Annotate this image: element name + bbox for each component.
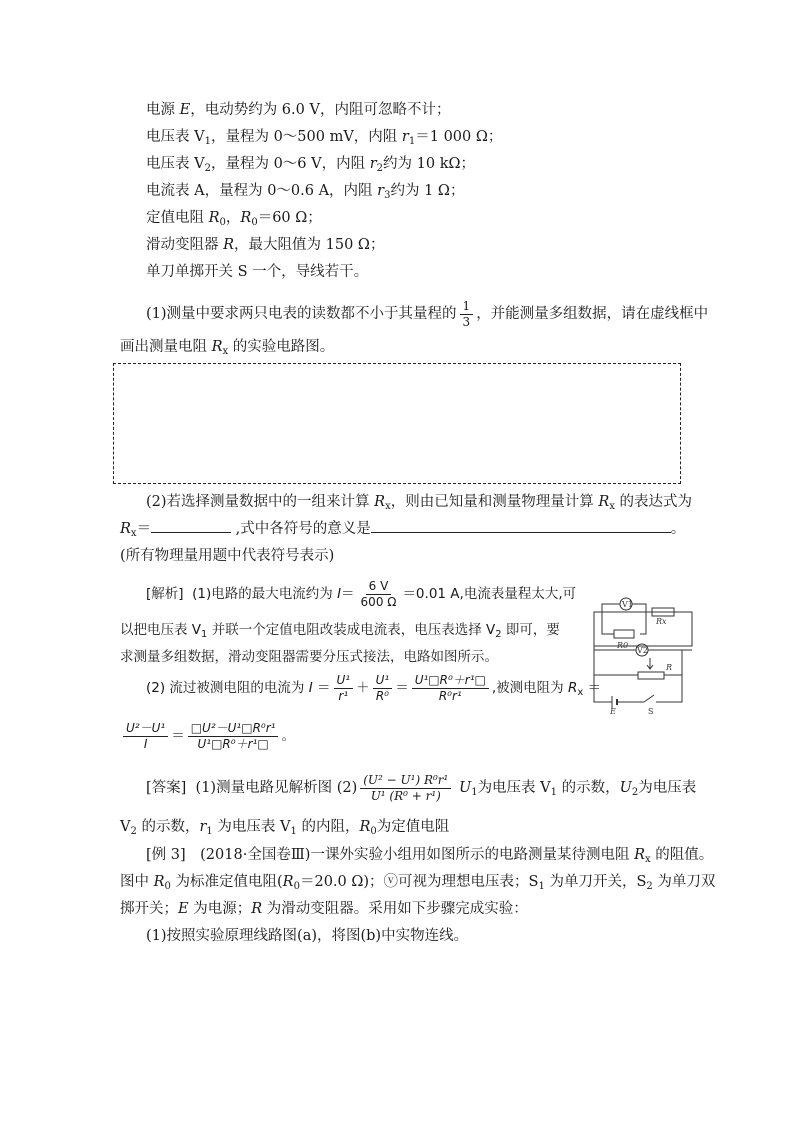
analysis-line-3: 求测量多组数据，滑动变阻器需要分压式接法，电路如图所示。: [120, 649, 498, 665]
question-1-line-1: (1)测量中要求两只电表的读数都不小于其量程的 $\frac{1}{3}$ ，并能测量多组数据，请在虚线框中: [146, 299, 709, 329]
v2-label: V2: [637, 646, 648, 655]
circuit-drawing-box[interactable]: [113, 363, 681, 484]
example-3-line-3: 掷开关；E 为电源；R 为滑动变阻器。采用如下步骤完成实验：: [120, 901, 528, 917]
s-label: S: [648, 707, 654, 714]
answer-tag: [答案]: [146, 780, 187, 797]
analysis-line-4: (2) 流过被测电阻的电流为 I ＝ $\frac{\text{U¹}}{\text{r¹}}$ ＋ $\frac{\text{U¹}}{\text{R⁰}}$ ＝ $\frac{\text{U¹□R⁰＋r¹□}}{\text{R⁰r¹}}$ ,被测电阻为 $R_x$ ＝: [146, 673, 602, 703]
resistor-r0-box: [614, 630, 634, 638]
analysis-tag: [解析]: [146, 586, 184, 603]
e-label: E: [610, 707, 616, 714]
answer-line-1: [答案] (1)测量电路见解析图 (2) $\frac{\text{(U² − U¹) R⁰r¹}}{\text{U¹ (R⁰ + r¹)}}$ $U_1$为电压表 $V_1$ 的示数，$U_2$为电压表: [146, 773, 697, 803]
analysis-line-5: $\frac{\text{U²－U¹}}{I}$ ＝ $\frac{\text{□U²－U¹□R⁰r¹}}{\text{U¹□R⁰＋r¹□}}$ 。: [120, 722, 295, 750]
equipment-line-3: 电压表 $V_2$，量程为 0～6 V，内阻 $r_2$约为 10 kΩ；: [146, 156, 476, 174]
r-label: R: [666, 663, 673, 672]
analysis-line-1: [解析] (1)电路的最大电流约为 I＝ $\frac{6 V}{600 \Omega}$ ＝0.01 A,电流表量程太大,可: [146, 579, 577, 609]
expression-blank[interactable]: [151, 518, 231, 533]
circuit-diagram: [590, 588, 700, 714]
example-3-line-2: 图中 $R_0$ 为标准定值电阻($R_0=20.0$ Ω)；ⓥ可视为理想电压表；$S_1$ 为单刀开关，$S_2$ 为单刀双: [120, 874, 716, 892]
analysis-line-2: 以把电压表 $V_1$ 并联一个定值电阻改装成电流表，电压表选择 $V_2$ 即可，要: [120, 622, 560, 640]
question-2-line-2: $R_x=$ ,式中各符号的意义是 。: [120, 517, 685, 538]
r0-label: R0: [617, 641, 629, 650]
example-3-line-4: (1)按照实验原理线路图(a)，将图(b)中实物连线。: [146, 928, 469, 944]
question-2-line-1: (2)若选择测量数据中的一组来计算 $R_x$，则由已知量和测量物理量计算 $R_x$ 的表达式为: [146, 494, 692, 512]
symbol-meaning-blank[interactable]: [371, 518, 671, 533]
equipment-line-5: 定值电阻 $R_0$，$R_0=60$ Ω；: [146, 210, 322, 228]
question-1-line-2: 画出测量电阻 $R_x$ 的实验电路图。: [120, 339, 335, 357]
equipment-line-4: 电流表 A，量程为 0～0.6 A，内阻 $r_3$约为 1 Ω；: [146, 183, 465, 201]
v1-label: V1: [622, 600, 633, 609]
equipment-line-6: 滑动变阻器 R，最大阻值为 150 Ω；: [146, 237, 385, 253]
fraction-one-third: $\frac{1}{3}$: [460, 300, 474, 328]
answer-line-2: $V_2$ 的示数，$r_1$ 为电压表 $V_1$ 的内阻，$R_0$为定值电阻: [120, 819, 450, 837]
rx-label: Rx: [656, 617, 667, 626]
equipment-line-7: 单刀单掷开关 S 一个，导线若干。: [146, 264, 369, 280]
rheostat-r-box: [638, 672, 664, 679]
equipment-line-1: 电源 E，电动势约为 6.0 V，内阻可忽略不计；: [146, 102, 451, 118]
equipment-line-2: 电压表 $V_1$，量程为 0～500 mV，内阻 $r_1=1$ 000 Ω；: [146, 129, 503, 147]
example-3-line-1: [例 3] (2018·全国卷Ⅲ)一课外实验小组用如图所示的电路测量某待测电阻 $R_x$ 的阻值。: [146, 847, 714, 865]
question-2-note: (所有物理量用题中代表符号表示): [120, 548, 335, 564]
